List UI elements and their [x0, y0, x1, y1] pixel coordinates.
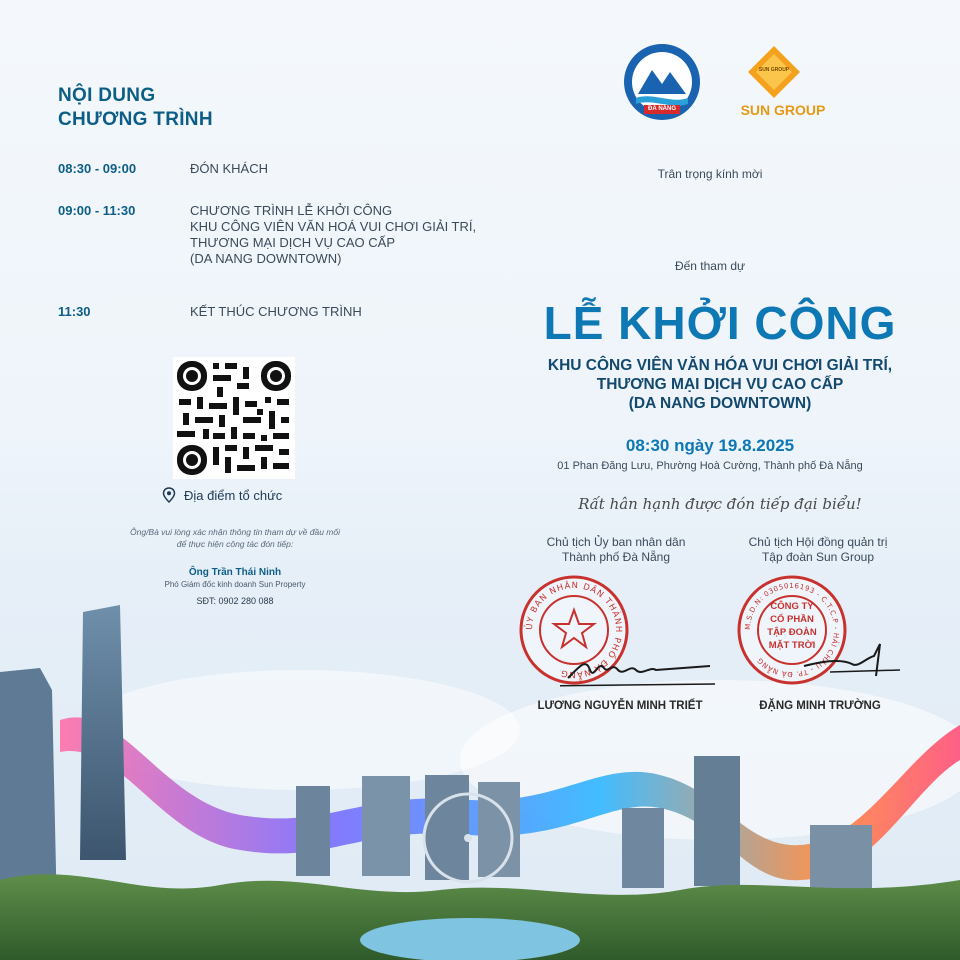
venue-link[interactable]: [162, 487, 282, 503]
program-time-3: 11:30: [58, 304, 91, 319]
welcome-text: Rất hân hạnh được đón tiếp đại biểu!: [578, 495, 862, 513]
event-datetime: 08:30 ngày 19.8.2025: [625, 436, 795, 455]
program-desc-line: THƯƠNG MẠI DỊCH VỤ CAO CẤP: [190, 235, 395, 250]
program-desc-line: KẾT THÚC CHƯƠNG TRÌNH: [190, 304, 362, 319]
greeting-text: Trân trọng kính mời: [657, 167, 763, 181]
sungroup-logo: [740, 44, 826, 124]
program-desc-line: KHU CÔNG VIÊN VĂN HOÁ VUI CHƠI GIẢI TRÍ,: [190, 219, 477, 234]
signatory-title-line: Thành phố Đà Nẵng: [561, 550, 671, 564]
program-desc-line: ĐÓN KHÁCH: [190, 161, 269, 176]
confirmation-note: [60, 526, 410, 550]
program-desc-line: (DA NANG DOWNTOWN): [190, 251, 342, 266]
program-desc-3: [190, 304, 362, 320]
note-line: Ông/Bà vui lòng xác nhận thông tin tham dự về đầu mối: [130, 527, 340, 537]
svg-text:ỦY BAN NHÂN DÂN THÀNH PHỐ ĐÀ N: ỦY BAN NHÂN DÂN THÀNH PHỐ ĐÀ NẴNG: [524, 580, 624, 680]
signature-2: [800, 636, 910, 686]
qr-code[interactable]: [173, 357, 295, 479]
contact-phone[interactable]: SĐT: 0902 280 088: [196, 596, 274, 606]
event-subtitle: [500, 356, 940, 413]
program-desc-2: [190, 203, 476, 267]
program-time-1: 08:30 - 09:00: [58, 161, 137, 176]
contact-name: Ông Trần Thái Ninh: [188, 567, 282, 578]
svg-text:M.S.D.N: 0305016193 - C.T.C.P: M.S.D.N: 0305016193 - C.T.C.P - HẢI CHÂU - TP. ĐÀ NẴNG: [743, 581, 841, 679]
program-title: [58, 84, 213, 132]
seal-line: TẬP ĐOÀN: [767, 627, 817, 638]
sungroup-badge-text: SUN GROUP: [758, 67, 790, 73]
subtitle-line: THƯƠNG MẠI DỊCH VỤ CAO CẤP: [596, 376, 844, 393]
signatory-title-line: Tập đoàn Sun Group: [761, 550, 875, 564]
sungroup-logo-text: SUN GROUP: [740, 102, 826, 118]
subtitle-line: KHU CÔNG VIÊN VĂN HÓA VUI CHƠI GIẢI TRÍ,: [547, 357, 893, 374]
seal-line: CỔ PHẦN: [770, 614, 814, 625]
seal-line: MẶT TRỜI: [768, 640, 816, 651]
attend-text: Đến tham dự: [674, 259, 746, 273]
location-pin-icon: [162, 487, 176, 503]
event-address: 01 Phan Đăng Lưu, Phường Hoà Cường, Thành phố Đà Nẵng: [557, 460, 863, 472]
seal-line: CÔNG TY: [770, 601, 814, 612]
sungroup-diamond-icon: [744, 44, 824, 104]
signatory-1-title: [506, 535, 726, 565]
program-time-2: 09:00 - 11:30: [58, 203, 136, 218]
program-title-line1: NỘI DUNG: [58, 85, 156, 106]
program-desc-1: [190, 161, 268, 177]
signatory-2-title: [708, 535, 928, 565]
contact-role: Phó Giám đốc kinh doanh Sun Property: [164, 580, 306, 589]
danang-logo-text: ĐÀ NẴNG: [648, 106, 676, 112]
event-title: LỄ KHỞI CÔNG: [543, 297, 897, 349]
signatory-title-line: Chủ tịch Ủy ban nhân dân: [546, 535, 686, 549]
danang-logo: [622, 42, 702, 122]
program-title-line2: CHƯƠNG TRÌNH: [58, 109, 213, 130]
signatory-title-line: Chủ tịch Hội đồng quản trị: [748, 535, 888, 549]
program-desc-line: CHƯƠNG TRÌNH LỄ KHỞI CÔNG: [190, 203, 393, 218]
note-line: để thực hiện công tác đón tiếp:: [176, 539, 294, 549]
subtitle-line: (DA NANG DOWNTOWN): [628, 395, 812, 412]
signature-1: [560, 648, 720, 690]
signatory-2-name: ĐẶNG MINH TRƯỜNG: [759, 700, 881, 712]
venue-label: Địa điểm tổ chức: [184, 487, 283, 503]
signatory-1-name: LƯƠNG NGUYỄN MINH TRIẾT: [537, 700, 703, 712]
